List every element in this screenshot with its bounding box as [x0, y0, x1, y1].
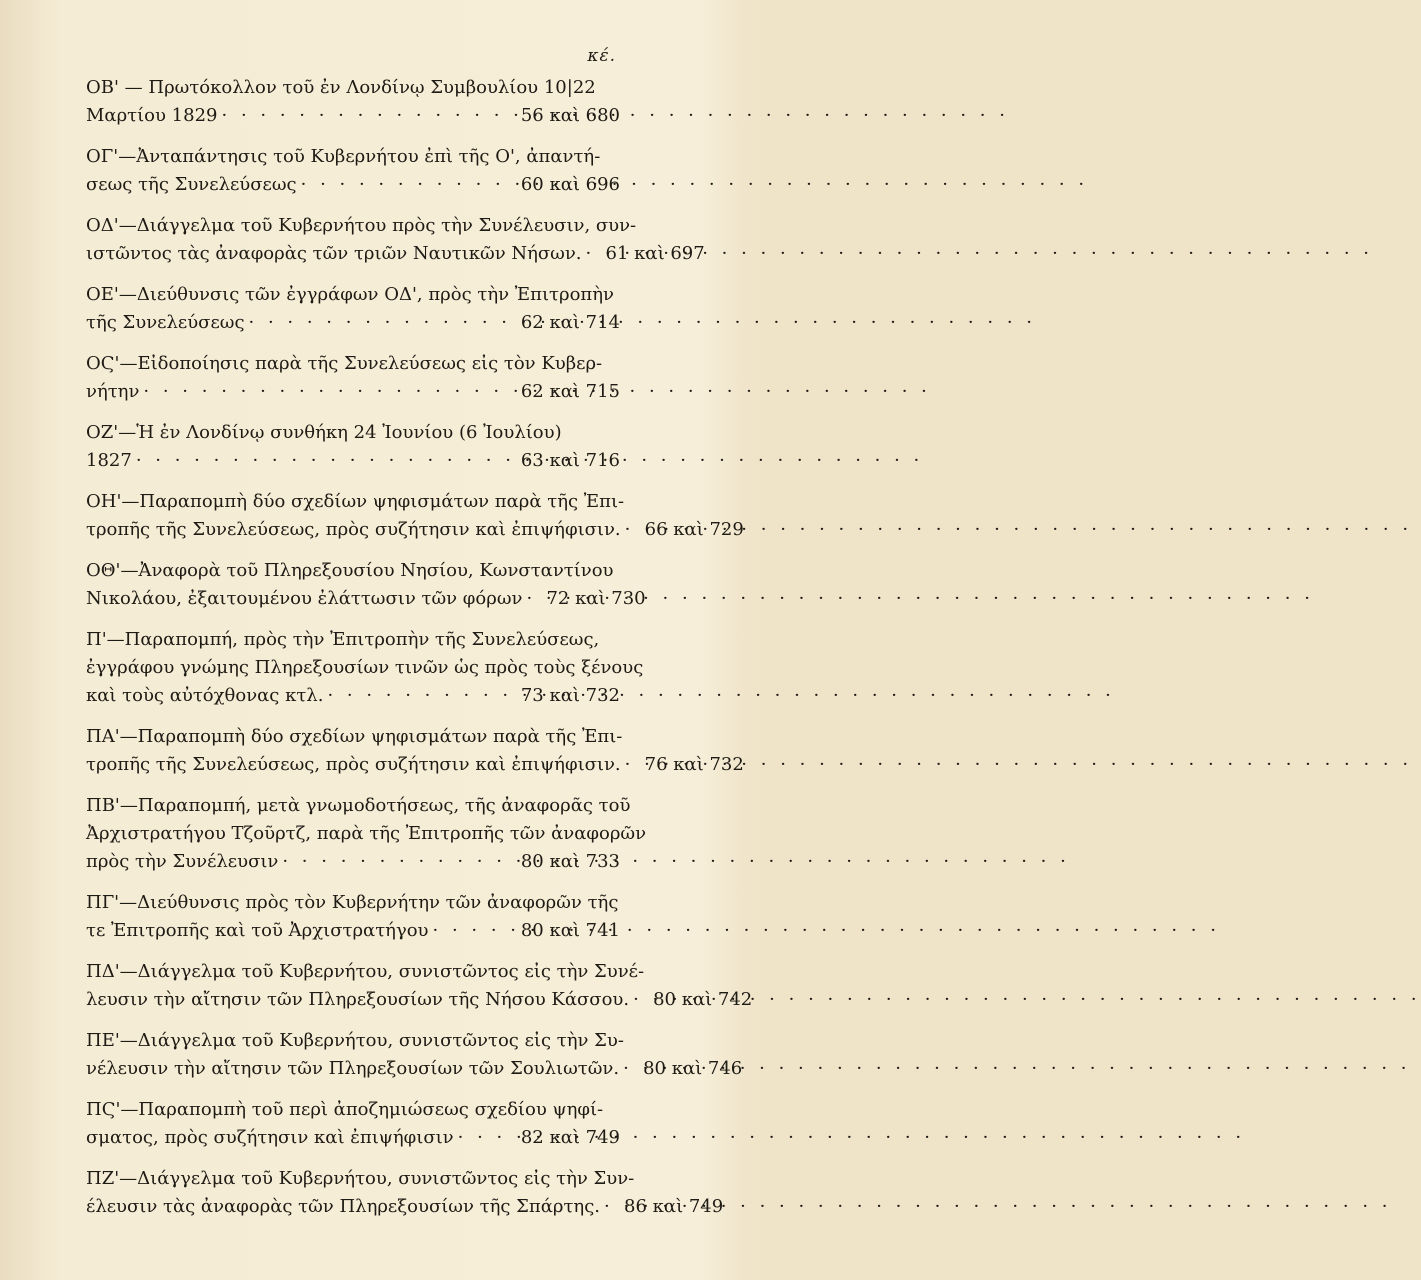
- page-number: κέ.: [587, 46, 616, 66]
- toc-entry-pages: 86 καὶ 749: [624, 1196, 724, 1217]
- toc-entry-text: τῆς Συνελεύσεως: [86, 312, 245, 333]
- toc-entry-text: σεως τῆς Συνελεύσεως: [86, 174, 297, 195]
- toc-entry-line: [86, 792, 631, 820]
- toc-entry-pages: 80 καὶ 741: [520, 920, 620, 941]
- toc-entry-line: [86, 516, 744, 544]
- toc-entry-line: [86, 958, 645, 986]
- dot-leader: [245, 309, 515, 337]
- toc-entry: [86, 143, 620, 199]
- toc-entry: [86, 889, 620, 945]
- toc-entry-text: ιστῶντος τὰς ἀναφορὰς τῶν τριῶν Ναυτικῶν Νήσων.: [86, 243, 582, 264]
- dot-leader: [139, 378, 514, 406]
- dot-leader: [621, 751, 639, 779]
- toc-entry-text: καὶ τοὺς αὐτόχθονας κτλ.: [86, 685, 324, 706]
- toc-entry-text: ΟΓ'—Ἀνταπάντησις τοῦ Κυβερνήτου ἐπὶ τῆς Ο', ἀπαντή-: [86, 146, 601, 167]
- toc-entry-text: τροπῆς τῆς Συνελεύσεως, πρὸς συζήτησιν καὶ ἐπιψήφισιν.: [86, 754, 621, 775]
- toc-entry-line: [86, 1055, 743, 1083]
- toc-entry-line: [86, 171, 620, 199]
- toc-entry-pages: 82 καὶ 749: [520, 1127, 620, 1148]
- toc-entry-text: ΠΕ'—Διάγγελμα τοῦ Κυβερνήτου, συνιστῶντος εἰς τὴν Συ-: [86, 1030, 624, 1051]
- toc-entry-line: [86, 820, 647, 848]
- toc-entry-line: [86, 74, 620, 102]
- toc-entry: [86, 958, 753, 1014]
- dot-leader: [582, 240, 600, 268]
- toc-entry: [86, 419, 620, 475]
- toc-entry-text: λευσιν τὴν αἴτησιν τῶν Πληρεξουσίων τῆς Νήσου Κάσσου.: [86, 989, 630, 1010]
- toc-entry: [86, 626, 644, 710]
- toc-entry-line: [86, 986, 753, 1014]
- toc-entry-text: ἐγγράφου γνώμης Πληρεξουσίων τινῶν ὡς πρὸς τοὺς ξένους: [86, 657, 644, 678]
- toc-entry: [86, 488, 744, 544]
- toc-entry-text: ΟΔ'—Διάγγελμα τοῦ Κυβερνήτου πρὸς τὴν Συνέλευσιν, συν-: [86, 215, 637, 236]
- toc-entry-pages: 56 καὶ 680: [520, 105, 620, 126]
- toc-entry: [86, 723, 744, 779]
- toc-entry-text: σματος, πρὸς συζήτησιν καὶ ἐπιψήφισιν: [86, 1127, 454, 1148]
- toc-entry-pages: 61 καὶ 697: [605, 243, 705, 264]
- toc-entry-pages: 60 καὶ 696: [520, 174, 620, 195]
- toc-entry-line: [86, 309, 620, 337]
- dot-leader: [454, 1124, 515, 1152]
- toc-entry-text: Ἀρχιστρατήγου Τζοῦρτζ, παρὰ τῆς Ἐπιτροπῆς τῶν ἀναφορῶν: [86, 823, 647, 844]
- toc-entry-text: έλευσιν τὰς ἀναφορὰς τῶν Πληρεξουσίων τῆς Σπάρτης.: [86, 1196, 601, 1217]
- toc-entry-text: τροπῆς τῆς Συνελεύσεως, πρὸς συζήτησιν καὶ ἐπιψήφισιν.: [86, 519, 621, 540]
- dot-leader: [218, 102, 515, 130]
- toc-entry-pages: 76 καὶ 732: [644, 754, 744, 775]
- toc-entry-pages: 80 καὶ 733: [520, 851, 620, 872]
- toc-entry-text: ΟϚ'—Εἰδοποίησις παρὰ τῆς Συνελεύσεως εἰς τὸν Κυβερ-: [86, 353, 603, 374]
- toc-entry: [86, 557, 646, 613]
- dot-leader: [278, 848, 514, 876]
- toc-entry: [86, 74, 620, 130]
- toc-entry-line: [86, 212, 637, 240]
- toc-entry-line: [86, 557, 620, 585]
- dot-leader: [132, 447, 515, 475]
- toc-entry-line: [86, 1027, 624, 1055]
- toc-entry-line: [86, 143, 620, 171]
- toc-entry-text: ΠϚ'—Παραπομπὴ τοῦ περὶ ἀποζημιώσεως σχεδίου ψηφί-: [86, 1099, 604, 1120]
- toc-entry: [86, 792, 647, 876]
- toc-entry-line: [86, 102, 620, 130]
- toc-entry: [86, 350, 620, 406]
- toc-entry-pages: 73 καὶ 732: [520, 685, 620, 706]
- toc-entry-line: [86, 1124, 620, 1152]
- toc-entry-line: [86, 378, 620, 406]
- toc-entry-line: [86, 751, 744, 779]
- toc-entry-line: [86, 447, 620, 475]
- toc-entry-text: ΟΒ' — Πρωτόκολλον τοῦ ἐν Λονδίνῳ Συμβουλίου 10|22: [86, 77, 596, 98]
- dot-leader: [621, 516, 639, 544]
- toc-entry-line: [86, 682, 620, 710]
- toc-entry-line: [86, 240, 705, 268]
- toc-entry-text: ΟΖ'—Ἡ ἐν Λονδίνῳ συνθήκη 24 Ἰουνίου (6 Ἰουλίου): [86, 422, 562, 443]
- toc-entry-text: ΠΒ'—Παραπομπή, μετὰ γνωμοδοτήσεως, τῆς ἀναφορᾶς τοῦ: [86, 795, 631, 816]
- toc-entry-pages: 80 καὶ 742: [653, 989, 753, 1010]
- toc-entry-line: [86, 1193, 724, 1221]
- toc-entry-text: πρὸς τὴν Συνέλευσιν: [86, 851, 279, 872]
- toc-entry-line: [86, 848, 620, 876]
- toc-entry-text: ΟΗ'—Παραπομπὴ δύο σχεδίων ψηφισμάτων παρὰ τῆς Ἐπι-: [86, 491, 625, 512]
- toc-entry-text: Π'—Παραπομπή, πρὸς τὴν Ἐπιτροπὴν τῆς Συνελεύσεως,: [86, 629, 600, 650]
- toc-entry-text: ΟΘ'—Ἀναφορὰ τοῦ Πληρεξουσίου Νησίου, Κωνσταντίνου: [86, 560, 614, 581]
- toc-entry-line: [86, 350, 620, 378]
- toc-entry-text: τε Ἐπιτροπῆς καὶ τοῦ Ἀρχιστρατήγου: [86, 920, 429, 941]
- table-of-contents: [86, 74, 753, 1234]
- toc-entry-line: [86, 281, 620, 309]
- toc-entry-line: [86, 1096, 620, 1124]
- toc-entry: [86, 281, 620, 337]
- toc-entry-line: [86, 917, 620, 945]
- dot-leader: [323, 682, 514, 710]
- toc-entry-text: ΟΕ'—Διεύθυνσις τῶν ἐγγράφων ΟΔ', πρὸς τὴν Ἐπιτροπὴν: [86, 284, 614, 305]
- toc-entry-text: Μαρτίου 1829: [86, 105, 218, 126]
- dot-leader: [429, 917, 515, 945]
- toc-entry-pages: 66 καὶ 729: [644, 519, 744, 540]
- toc-entry-line: [86, 488, 625, 516]
- toc-entry-text: Νικολάου, ἐξαιτουμένου ἐλάττωσιν τῶν φόρων: [86, 588, 523, 609]
- toc-entry-text: ΠΖ'—Διάγγελμα τοῦ Κυβερνήτου, συνιστῶντος εἰς τὴν Συν-: [86, 1168, 635, 1189]
- toc-entry-text: ΠΑ'—Παραπομπὴ δύο σχεδίων ψηφισμάτων παρὰ τῆς Ἐπι-: [86, 726, 623, 747]
- dot-leader: [600, 1193, 618, 1221]
- toc-entry: [86, 1165, 724, 1221]
- toc-entry-text: ΠΔ'—Διάγγελμα τοῦ Κυβερνήτου, συνιστῶντος εἰς τὴν Συνέ-: [86, 961, 645, 982]
- toc-entry-text: 1827: [86, 450, 132, 471]
- toc-entry-text: ΠΓ'—Διεύθυνσις πρὸς τὸν Κυβερνήτην τῶν ἀναφορῶν τῆς: [86, 892, 619, 913]
- toc-entry: [86, 1027, 743, 1083]
- toc-entry-pages: 62 καὶ 714: [520, 312, 620, 333]
- toc-entry-line: [86, 626, 620, 654]
- toc-entry-line: [86, 654, 644, 682]
- toc-entry-line: [86, 419, 620, 447]
- dot-leader: [297, 171, 515, 199]
- toc-entry-text: νήτην: [86, 381, 140, 402]
- toc-entry-line: [86, 723, 623, 751]
- toc-entry-pages: 62 καὶ 715: [520, 381, 620, 402]
- dot-leader: [619, 1055, 637, 1083]
- dot-leader: [629, 986, 647, 1014]
- toc-entry-line: [86, 585, 646, 613]
- toc-entry-pages: 63 καὶ 716: [520, 450, 620, 471]
- toc-entry-pages: 72 καὶ 730: [546, 588, 646, 609]
- toc-entry: [86, 212, 705, 268]
- toc-entry-line: [86, 1165, 635, 1193]
- dot-leader: [522, 585, 540, 613]
- toc-entry: [86, 1096, 620, 1152]
- toc-entry-pages: 80 καὶ 746: [643, 1058, 743, 1079]
- toc-entry-text: νέλευσιν τὴν αἴτησιν τῶν Πληρεξουσίων τῶν Σουλιωτῶν.: [86, 1058, 620, 1079]
- toc-entry-line: [86, 889, 620, 917]
